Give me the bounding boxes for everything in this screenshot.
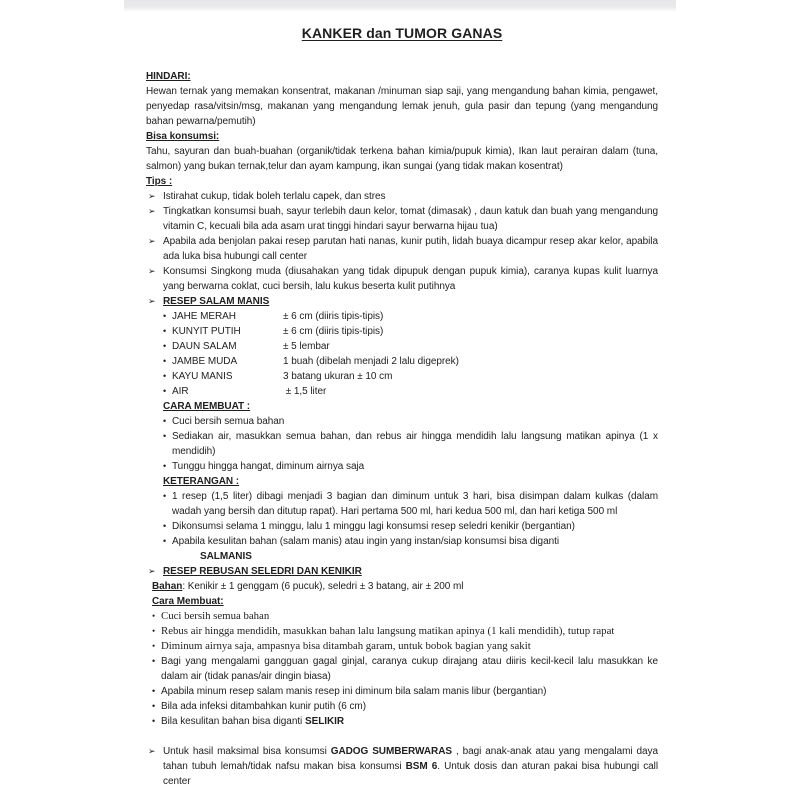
sub-heading xyxy=(163,399,658,414)
bullet-icon: • xyxy=(163,311,167,321)
bullet-item xyxy=(163,519,658,534)
text-run: RESEP REBUSAN SELEDRI DAN KENIKIR xyxy=(163,566,362,577)
recipe-heading xyxy=(146,294,658,309)
text-run: Dikonsumsi selama 1 minggu, lalu 1 minggu lagi konsumsi resep seledri kenikir (bergantian) xyxy=(172,521,575,532)
text-run: . Untuk dosis dan aturan pakai bisa hubungi call center xyxy=(163,761,658,787)
bullet-icon: • xyxy=(152,716,156,726)
ingredient-row xyxy=(163,324,658,339)
text-run: Istirahat cukup, tidak boleh terlalu capek, dan stres xyxy=(163,191,386,202)
bullet-icon: • xyxy=(163,431,167,441)
bullet-icon: • xyxy=(152,641,156,651)
ingredient-name: KUNYIT PUTIH xyxy=(172,326,241,337)
bullet-icon: • xyxy=(163,416,167,426)
bullet-item xyxy=(163,534,658,564)
arrow-bullet-icon: ➢ xyxy=(148,566,156,576)
bullet-icon: • xyxy=(163,521,167,531)
bullet-item xyxy=(163,414,658,429)
ingredient-name: JAHE MERAH xyxy=(172,311,236,322)
text-run: Sediakan air, masukkan semua bahan, dan rebus air hingga mendidih lalu langsung matikan apinya (1 x mendidih) xyxy=(172,431,658,457)
text-run: Cuci bersih semua bahan xyxy=(172,416,285,427)
sub-heading xyxy=(152,594,658,609)
ingredients-line xyxy=(152,579,658,594)
section-heading xyxy=(146,129,658,144)
text-run: : Kenikir ± 1 genggam (6 pucuk), seledri ± 3 batang, air ± 200 ml xyxy=(182,581,464,592)
bullet-item xyxy=(152,714,658,729)
bullet-item xyxy=(163,429,658,459)
text-run: Cuci bersih semua bahan xyxy=(161,610,270,622)
bullet-item xyxy=(152,639,658,654)
bullet-icon: • xyxy=(163,371,167,381)
ingredient-row xyxy=(163,309,658,324)
ingredient-row xyxy=(163,369,658,384)
ingredient-qty: ± 6 cm (diiris tipis-tipis) xyxy=(283,326,384,337)
text-run: Tingkatkan konsumsi buah, sayur terlebih daun kelor, tomat (dimasak) , daun katuk dan buah yang mengandung vitamin C, kecuali bila ada asam urat tinggi hindari sayur berwarna hijau tua) xyxy=(163,206,658,232)
text-run: Konsumsi Singkong muda (diusahakan yang tidak dipupuk dengan pupuk kimia), caranya kupas kulit luarnya yang berwarna coklat, cuci bersih, lalu kukus beserta kulit putihnya xyxy=(163,266,658,292)
ingredient-qty: ± 5 lembar xyxy=(283,341,330,352)
ingredient-row xyxy=(163,384,658,399)
bullet-item xyxy=(152,699,658,714)
text-run: Tahu, sayuran dan buah-buahan (organik/tidak terkena bahan kimia/pupuk kimia), Ikan laut perairan dalam (tuna, salmon) yang bukan ternak,telur dan ayam kampung, ikan sungai (yang tidak makan kosentrat) xyxy=(146,146,658,172)
text-run: Rebus air hingga mendidih, masukkan bahan lalu langsung matikan apinya (1 kali mendidih), tutup rapat xyxy=(161,625,615,637)
bullet-item xyxy=(152,684,658,699)
text-run: Untuk hasil maksimal bisa konsumsi xyxy=(163,746,331,757)
bullet-icon: • xyxy=(163,386,167,396)
arrow-bullet-icon: ➢ xyxy=(148,266,156,276)
text-run: KETERANGAN : xyxy=(163,476,240,487)
bullet-icon: • xyxy=(163,326,167,336)
bullet-icon: • xyxy=(152,701,156,711)
paragraph xyxy=(146,144,658,174)
ingredient-name: DAUN SALAM xyxy=(172,341,237,352)
page-title xyxy=(146,24,658,42)
ingredient-name: AIR xyxy=(172,386,189,397)
page-title-text: KANKER dan TUMOR GANAS xyxy=(301,25,503,41)
arrow-bullet-icon: ➢ xyxy=(148,206,156,216)
ingredient-row xyxy=(163,354,658,369)
recipe-heading xyxy=(146,564,658,579)
text-run: , bagi anak-anak atau yang mengalami daya tahan tubuh lemah/tidak nafsu makan bisa konsumsi xyxy=(163,746,658,772)
ingredient-qty: 1 buah (dibelah menjadi 2 lalu digeprek) xyxy=(283,356,459,367)
bullet-icon: • xyxy=(163,356,167,366)
bullet-item xyxy=(163,489,658,519)
bullet-item xyxy=(152,654,658,684)
text-run: Bisa konsumsi: xyxy=(146,131,220,142)
text-run: Apabila kesulitan bahan (salam manis) atau ingin yang instan/siap konsumsi bisa diganti xyxy=(172,536,559,547)
bullet-item xyxy=(152,624,658,639)
ingredient-name: JAMBE MUDA xyxy=(172,356,238,367)
text-run: Tunggu hingga hangat, diminum airnya saja xyxy=(172,461,365,472)
spacer xyxy=(146,729,658,744)
text-run: Bagi yang mengalami gangguan gagal ginjal, caranya cukup dirajang atau diiris kecil-kecil lalu masukkan ke dalam air (tidak panas/air dingin biasa) xyxy=(161,656,658,682)
text-run: BSM 6 xyxy=(405,761,438,772)
text-run: HINDARI: xyxy=(146,71,191,82)
ingredient-qty: ± 1,5 liter xyxy=(283,386,327,397)
ingredient-row xyxy=(163,339,658,354)
text-run: CARA MEMBUAT : xyxy=(163,401,251,412)
text-run: Apabila minum resep salam manis resep ini diminum bila salam manis libur (bergantian) xyxy=(161,686,547,697)
arrow-item xyxy=(146,744,658,789)
arrow-item xyxy=(146,264,658,294)
bullet-icon: • xyxy=(152,626,156,636)
bullet-icon: • xyxy=(163,341,167,351)
photo-edge-strip xyxy=(124,0,676,12)
section-heading xyxy=(146,69,658,84)
document-page xyxy=(146,24,658,789)
text-run: Bila ada infeksi ditambahkan kunir putih (6 cm) xyxy=(161,701,366,712)
text-run: Hewan ternak yang memakan konsentrat, makanan /minuman siap saji, yang mengandung bahan kimia, pengawet, penyedap rasa/vitsin/msg, makanan yang mengandung lemak jenuh, gula pasir dan tepung (yang mengandung bahan pewarna/pemutih) xyxy=(146,86,658,127)
text-run: GADOG SUMBERWARAS xyxy=(330,746,453,757)
bullet-icon: • xyxy=(152,686,156,696)
bullet-icon: • xyxy=(152,656,156,666)
text-run: SELIKIR xyxy=(304,716,345,727)
arrow-item xyxy=(146,189,658,204)
text-run: Tips : xyxy=(146,176,173,187)
text-run: RESEP SALAM MANIS xyxy=(163,296,270,307)
ingredient-name: KAYU MANIS xyxy=(172,371,233,382)
arrow-bullet-icon: ➢ xyxy=(148,296,156,306)
bullet-icon: • xyxy=(163,491,167,501)
bullet-icon: • xyxy=(152,611,156,621)
ingredient-qty: 3 batang ukuran ± 10 cm xyxy=(283,371,393,382)
text-run: Bila kesulitan bahan bisa diganti xyxy=(161,716,305,727)
bullet-icon: • xyxy=(163,536,167,546)
arrow-item xyxy=(146,204,658,234)
ingredient-qty: ± 6 cm (diiris tipis-tipis) xyxy=(283,311,384,322)
arrow-item xyxy=(146,234,658,264)
arrow-bullet-icon: ➢ xyxy=(148,236,156,246)
text-run: Diminum airnya saja, ampasnya bisa ditambah garam, untuk bobok bagian yang sakit xyxy=(161,640,531,652)
text-run: Bahan xyxy=(152,581,183,592)
text-run: 1 resep (1,5 liter) dibagi menjadi 3 bagian dan diminum untuk 3 hari, bisa disimpan dalam kulkas (dalam wadah yang bersih dan ditutup rapat). Hari pertama 500 ml, hari kedua 500 ml, dan hari ketiga 500 ml xyxy=(172,491,658,517)
bullet-item xyxy=(152,609,658,624)
bullet-icon: • xyxy=(163,461,167,471)
arrow-bullet-icon: ➢ xyxy=(148,746,156,756)
text-run: SALMANIS xyxy=(200,551,252,562)
paragraph xyxy=(146,84,658,129)
text-run: Cara Membuat: xyxy=(152,596,224,607)
sub-heading xyxy=(163,474,658,489)
section-heading xyxy=(146,174,658,189)
text-run: Apabila ada benjolan pakai resep parutan hati nanas, kunir putih, lidah buaya dicampur resep akar kelor, apabila ada luka bisa hubungi call center xyxy=(163,236,658,262)
bullet-item xyxy=(163,459,658,474)
document-body xyxy=(146,69,658,789)
arrow-bullet-icon: ➢ xyxy=(148,191,156,201)
